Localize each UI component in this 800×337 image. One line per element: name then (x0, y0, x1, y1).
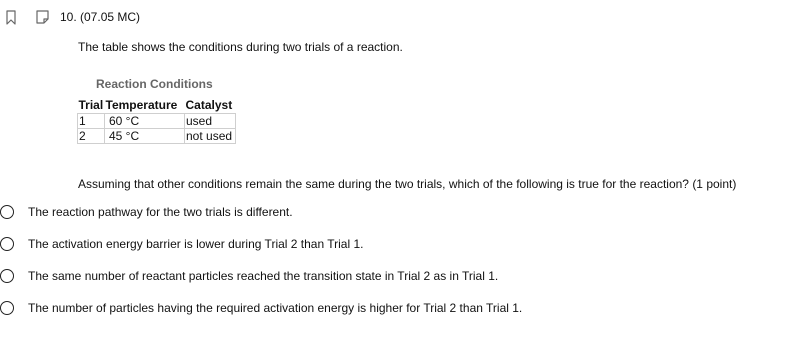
temperature-cell: 45 °C (105, 129, 185, 144)
answer-option-label[interactable]: The reaction pathway for the two trials is different. (28, 205, 293, 219)
answer-option-2[interactable] (0, 237, 700, 253)
question-prompt: The table shows the conditions during two trials of a reaction. (78, 40, 403, 54)
reaction-conditions-table (77, 98, 236, 144)
radio-button[interactable] (0, 301, 14, 315)
bookmark-icon[interactable] (6, 10, 16, 25)
answer-option-label[interactable]: The number of particles having the required activation energy is higher for Trial 2 than Trial 1. (28, 301, 523, 315)
header-catalyst: Catalyst (185, 98, 233, 112)
catalyst-cell: not used (185, 129, 236, 144)
table-caption: Reaction Conditions (96, 77, 213, 91)
table-row (78, 129, 236, 144)
trial-cell: 2 (78, 129, 105, 144)
radio-button[interactable] (0, 237, 14, 251)
question-stem: Assuming that other conditions remain the same during the two trials, which of the following is true for the reaction? (1 point) (78, 177, 737, 191)
question-number: 10. (07.05 MC) (60, 10, 141, 24)
answer-option-1[interactable] (0, 205, 700, 221)
header-trial: Trial (78, 98, 104, 112)
trial-cell: 1 (78, 114, 105, 129)
table-header-row (78, 98, 236, 114)
answer-option-3[interactable] (0, 269, 700, 285)
table-row (78, 114, 236, 129)
temperature-cell: 60 °C (105, 114, 185, 129)
answer-option-label[interactable]: The activation energy barrier is lower during Trial 2 than Trial 1. (28, 237, 364, 251)
answer-option-4[interactable] (0, 301, 700, 317)
answer-option-label[interactable]: The same number of reactant particles reached the transition state in Trial 2 as in Trial 1. (28, 269, 499, 283)
catalyst-cell: used (185, 114, 236, 129)
radio-button[interactable] (0, 269, 14, 283)
radio-button[interactable] (0, 205, 14, 219)
header-temperature: Temperature (105, 98, 178, 112)
note-icon[interactable] (36, 10, 49, 24)
